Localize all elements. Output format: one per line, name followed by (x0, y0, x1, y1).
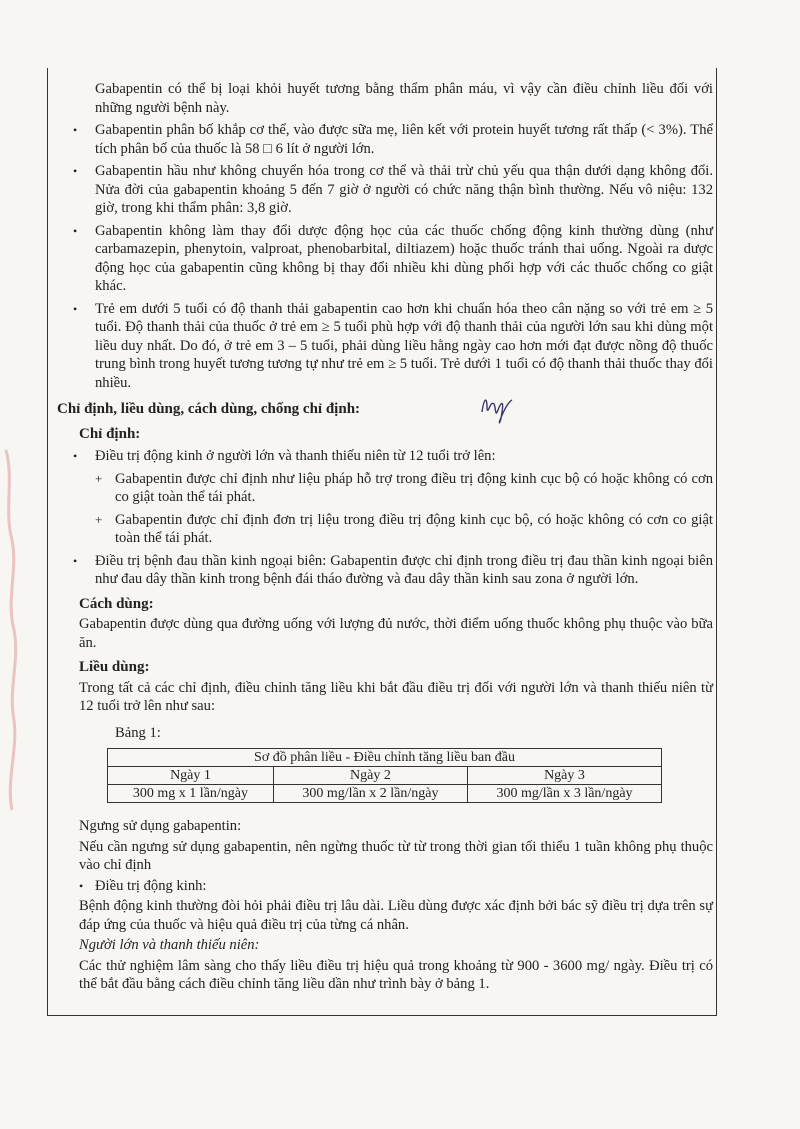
bullet-icon: • (73, 301, 78, 316)
bullet-icon: • (73, 553, 78, 568)
chi-dinh-bullet-epilepsy: • Điều trị động kinh ở người lớn và thanh thiếu niên từ 12 tuổi trở lên: (73, 448, 496, 464)
bullet-icon: • (73, 449, 78, 463)
chi-dinh-heading: Chỉ định: (79, 425, 141, 442)
dose-titration-table (107, 748, 662, 803)
plus-icon: + (95, 470, 103, 486)
cach-dung-text: Gabapentin được dùng qua đường uống với lượng đủ nước, thời điểm uống thuốc không phụ thuộc vào bữa ăn. (79, 616, 713, 651)
bullet-icon: • (73, 223, 78, 238)
bullet-icon: • (79, 878, 84, 893)
ngung-title: Ngưng sử dụng gabapentin: (79, 818, 242, 834)
dieu-tri-dong-kinh-bullet: • Điều trị động kinh: (79, 877, 207, 894)
red-stamp-mark (0, 440, 24, 820)
table-header-cell: Ngày 2 (273, 767, 467, 785)
cach-dung-heading: Cách dùng: (79, 595, 154, 612)
table-header-cell: Ngày 1 (108, 767, 274, 785)
section-heading: Chỉ định, liều dùng, cách dùng, chống chỉ định: (57, 401, 361, 417)
table-label: Bảng 1: (115, 724, 161, 741)
ngung-text: Nếu cần ngưng sử dụng gabapentin, nên ngừng thuốc từ từ trong thời gian tối thiểu 1 tuần không phụ thuộc vào chỉ định (79, 838, 713, 873)
pk-bullet-distribution: • Gabapentin phân bố khắp cơ thể, vào được sữa mẹ, liên kết với protein huyết tương rất thấp (< 3%). Thể tích phân bố của thuốc là 58 □ 6 lít ở người lớn. (73, 122, 713, 157)
adult-subheading: Người lớn và thanh thiếu niên: (79, 937, 260, 953)
table-cell: 300 mg x 1 lần/ngày (108, 785, 274, 803)
dieu-tri-dong-kinh-text: Bệnh động kinh thường đòi hỏi phải điều trị lâu dài. Liều dùng được xác định bởi bác sỹ điều trị dựa trên sự đáp ứng của thuốc và hiệu quả điều trị của từng cá nhân. (79, 898, 713, 933)
intro-continuation: Gabapentin có thể bị loại khỏi huyết tương bằng thẩm phân máu, vì vậy cần điều chỉnh liều đối với những người bệnh này. (95, 81, 713, 116)
bullet-icon: • (73, 164, 78, 178)
table-cell: 300 mg/lần x 3 lần/ngày (467, 785, 661, 803)
lieu-dung-heading: Liều dùng: (79, 659, 150, 675)
chi-dinh-subitem-adjunct: + Gabapentin được chỉ định như liệu pháp hỗ trợ trong điều trị động kinh cục bộ có hoặc không có cơn co giật toàn thể tái phát. (95, 470, 713, 505)
pk-bullet-interactions: • Gabapentin không làm thay đổi dược động học của các thuốc chống động kinh thường dùng (như carbamazepin, phenytoin, valproat, phenobarbital, diltiazem) hoặc thuốc tránh thai uống. Ngoài ra dược động học của gabapentin cũng không bị thay đổi nhiều khi dùng phối hợp với các thuốc chống co giật khác. (73, 222, 713, 294)
pk-bullet-children: • Trẻ em dưới 5 tuổi có độ thanh thải gabapentin cao hơn khi chuẩn hóa theo cân nặng so với trẻ em ≥ 5 tuổi. Độ thanh thải của thuốc ở trẻ em ≥ 5 tuổi phù hợp với độ thanh thải của người lớn sau khi dùng một liều duy nhất. Do đó, ở trẻ em 3 – 5 tuổi, phải dùng liều hằng ngày cao hơn mới đạt được nồng độ thuốc trung bình trong huyết tương tương tự như trẻ em ≥ 5 tuổi. Trẻ dưới 1 tuổi có độ thanh thải thuốc thay đổi nhiều. (73, 300, 713, 391)
chi-dinh-bullet-neuropathic: • Điều trị bệnh đau thần kinh ngoại biên: Gabapentin được chỉ định trong điều trị đau thần kinh ngoại biên như đau dây thần kinh trong bệnh đái tháo đường và đau dây thần kinh sau zona ở người lớn. (73, 552, 713, 587)
table-header-row (108, 767, 662, 785)
table-header-cell: Ngày 3 (467, 767, 661, 785)
bullet-icon: • (73, 123, 78, 137)
chi-dinh-subitem-monotherapy: + Gabapentin được chỉ định đơn trị liệu trong điều trị động kinh cục bộ, có hoặc không có cơn co giật toàn thể tái phát. (95, 511, 713, 546)
plus-icon: + (95, 511, 103, 527)
document-body (57, 80, 713, 994)
table-title-row (108, 749, 662, 767)
table-title-cell: Sơ đồ phân liều - Điều chỉnh tăng liều ban đầu (108, 749, 662, 767)
table-cell: 300 mg/lần x 2 lần/ngày (273, 785, 467, 803)
lieu-dung-text: Trong tất cả các chỉ định, điều chỉnh tăng liều khi bắt đầu điều trị đối với người lớn và thanh thiếu niên từ 12 tuổi trở lên như sau: (79, 679, 713, 714)
table-row (108, 785, 662, 803)
pk-bullet-elimination: • Gabapentin hầu như không chuyển hóa trong cơ thể và thải trừ chủ yếu qua thận dưới dạng không đổi. Nửa đời của gabapentin khoảng 5 đến 7 giờ ở người có chức năng thận bình thường. Nếu vô niệu: 132 giờ, trong khi thẩm phân: 3,8 giờ. (73, 163, 713, 216)
adult-dose-text: Các thử nghiệm lâm sàng cho thấy liều điều trị hiệu quả trong khoảng từ 900 - 3600 mg/ ngày. Điều trị có thể bắt đầu bằng cách điều chỉnh tăng liều dần như trình bày ở bảng 1. (79, 957, 713, 992)
